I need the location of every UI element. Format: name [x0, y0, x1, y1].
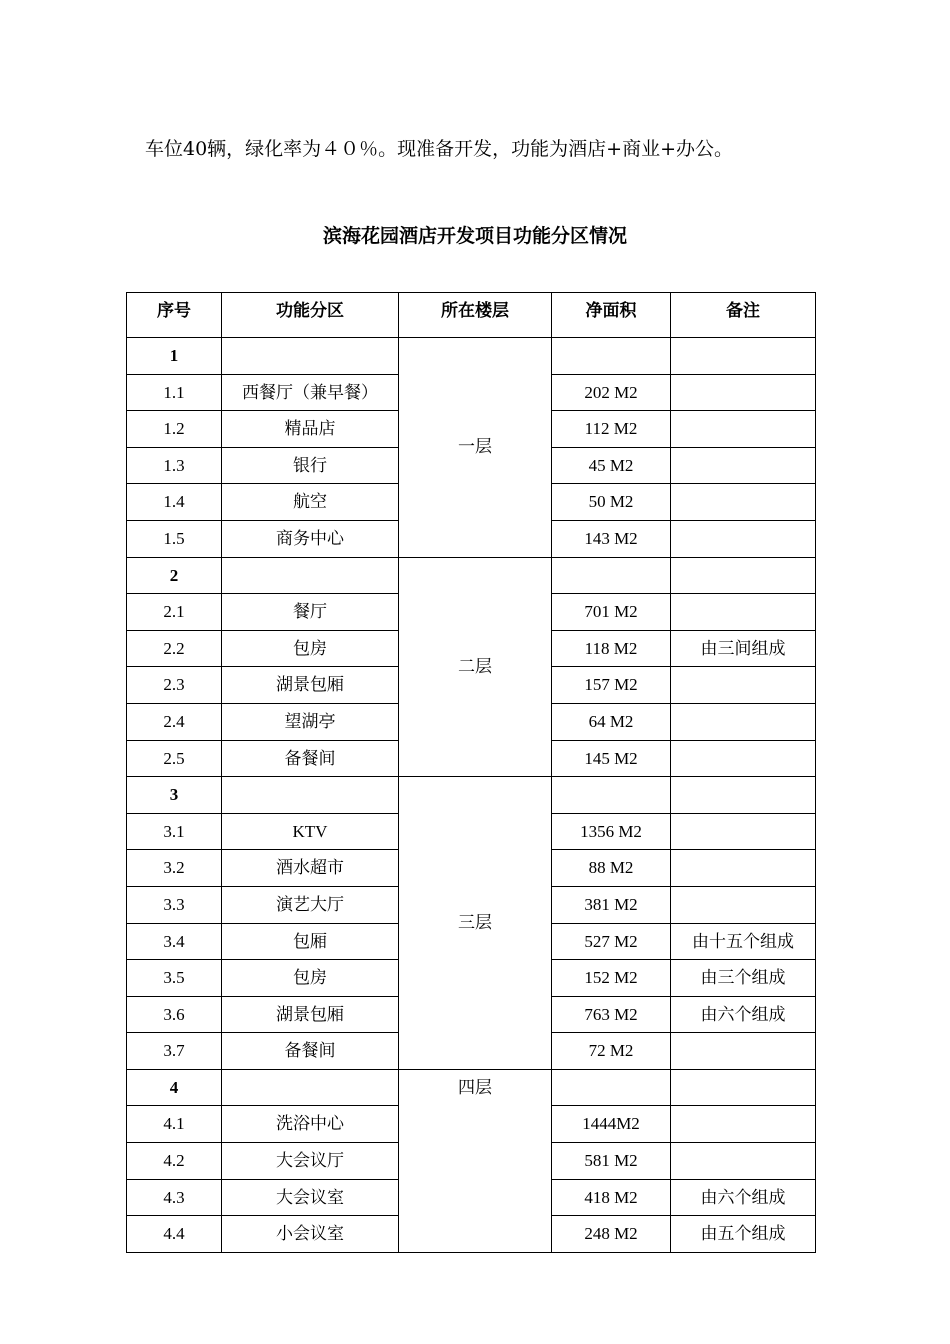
function-zone-table: [126, 292, 816, 1253]
note-cell: 由六个组成: [671, 1179, 816, 1216]
function-area-cell: 精品店: [222, 411, 399, 448]
function-area-cell: 商务中心: [222, 520, 399, 557]
row-number-cell: 3.2: [127, 850, 222, 887]
function-area-cell: 小会议室: [222, 1216, 399, 1253]
header-cell-area: 功能分区: [222, 293, 399, 338]
net-area-cell: 118 M2: [552, 630, 671, 667]
row-number-cell: 1.4: [127, 484, 222, 521]
net-area-cell: 1356 M2: [552, 813, 671, 850]
row-number-cell: 4.1: [127, 1106, 222, 1143]
section-note-cell: [671, 557, 816, 594]
function-area-cell: 包厢: [222, 923, 399, 960]
section-number-cell: 1: [127, 338, 222, 375]
section-row: [127, 338, 816, 375]
section-row: [127, 777, 816, 814]
function-area-cell: 银行: [222, 447, 399, 484]
net-area-cell: 88 M2: [552, 850, 671, 887]
net-area-cell: 143 M2: [552, 520, 671, 557]
function-area-cell: 湖景包厢: [222, 667, 399, 704]
row-number-cell: 2.5: [127, 740, 222, 777]
net-area-cell: 418 M2: [552, 1179, 671, 1216]
row-number-cell: 2.4: [127, 703, 222, 740]
note-cell: [671, 1143, 816, 1180]
floor-cell: 四层: [399, 1069, 552, 1252]
section-number-cell: 3: [127, 777, 222, 814]
function-area-cell: 西餐厅（兼早餐）: [222, 374, 399, 411]
function-area-cell: 包房: [222, 960, 399, 997]
function-area-cell: 备餐间: [222, 740, 399, 777]
note-cell: [671, 484, 816, 521]
net-area-cell: 72 M2: [552, 1033, 671, 1070]
note-cell: [671, 703, 816, 740]
section-number-cell: 4: [127, 1069, 222, 1106]
section-note-cell: [671, 1069, 816, 1106]
floor-cell: 一层: [399, 338, 552, 558]
floor-cell: 二层: [399, 557, 552, 777]
note-cell: [671, 447, 816, 484]
header-cell-note: 备注: [671, 293, 816, 338]
row-number-cell: 3.4: [127, 923, 222, 960]
note-cell: 由六个组成: [671, 996, 816, 1033]
note-cell: 由三间组成: [671, 630, 816, 667]
net-area-cell: 112 M2: [552, 411, 671, 448]
function-area-cell: 大会议厅: [222, 1143, 399, 1180]
section-size-cell: [552, 777, 671, 814]
net-area-cell: 763 M2: [552, 996, 671, 1033]
net-area-cell: 202 M2: [552, 374, 671, 411]
row-number-cell: 2.1: [127, 594, 222, 631]
header-cell-floor: 所在楼层: [399, 293, 552, 338]
net-area-cell: 157 M2: [552, 667, 671, 704]
note-cell: [671, 374, 816, 411]
note-cell: [671, 1106, 816, 1143]
net-area-cell: 581 M2: [552, 1143, 671, 1180]
header-cell-no: 序号: [127, 293, 222, 338]
net-area-cell: 145 M2: [552, 740, 671, 777]
note-cell: [671, 411, 816, 448]
row-number-cell: 3.6: [127, 996, 222, 1033]
floor-cell: 三层: [399, 777, 552, 1070]
net-area-cell: 45 M2: [552, 447, 671, 484]
function-area-cell: 酒水超市: [222, 850, 399, 887]
section-note-cell: [671, 777, 816, 814]
function-area-cell: 包房: [222, 630, 399, 667]
row-number-cell: 4.2: [127, 1143, 222, 1180]
function-area-cell: 航空: [222, 484, 399, 521]
row-number-cell: 1.1: [127, 374, 222, 411]
net-area-cell: 64 M2: [552, 703, 671, 740]
note-cell: [671, 886, 816, 923]
note-cell: 由三个组成: [671, 960, 816, 997]
section-size-cell: [552, 338, 671, 375]
row-number-cell: 1.3: [127, 447, 222, 484]
net-area-cell: 152 M2: [552, 960, 671, 997]
intro-paragraph: 车位40辆，绿化率为４０％。现准备开发，功能为酒店+商业+办公。: [145, 138, 734, 160]
row-number-cell: 2.3: [127, 667, 222, 704]
row-number-cell: 3.5: [127, 960, 222, 997]
section-area-cell: [222, 777, 399, 814]
row-number-cell: 2.2: [127, 630, 222, 667]
row-number-cell: 1.2: [127, 411, 222, 448]
row-number-cell: 4.3: [127, 1179, 222, 1216]
note-cell: 由十五个组成: [671, 923, 816, 960]
section-row: [127, 1069, 816, 1106]
note-cell: [671, 740, 816, 777]
section-area-cell: [222, 338, 399, 375]
section-note-cell: [671, 338, 816, 375]
section-number-cell: 2: [127, 557, 222, 594]
section-size-cell: [552, 1069, 671, 1106]
row-number-cell: 3.1: [127, 813, 222, 850]
table-title: 滨海花园酒店开发项目功能分区情况: [322, 225, 627, 247]
function-area-cell: 大会议室: [222, 1179, 399, 1216]
note-cell: [671, 667, 816, 704]
note-cell: [671, 520, 816, 557]
section-size-cell: [552, 557, 671, 594]
section-area-cell: [222, 1069, 399, 1106]
row-number-cell: 3.7: [127, 1033, 222, 1070]
function-area-cell: KTV: [222, 813, 399, 850]
function-area-cell: 演艺大厅: [222, 886, 399, 923]
net-area-cell: 527 M2: [552, 923, 671, 960]
section-row: [127, 557, 816, 594]
note-cell: [671, 594, 816, 631]
function-area-cell: 洗浴中心: [222, 1106, 399, 1143]
net-area-cell: 701 M2: [552, 594, 671, 631]
note-cell: 由五个组成: [671, 1216, 816, 1253]
table-header-row: [127, 293, 816, 338]
section-area-cell: [222, 557, 399, 594]
function-area-cell: 餐厅: [222, 594, 399, 631]
note-cell: [671, 1033, 816, 1070]
function-area-cell: 备餐间: [222, 1033, 399, 1070]
function-area-cell: 望湖亭: [222, 703, 399, 740]
net-area-cell: 381 M2: [552, 886, 671, 923]
header-cell-size: 净面积: [552, 293, 671, 338]
note-cell: [671, 850, 816, 887]
row-number-cell: 1.5: [127, 520, 222, 557]
note-cell: [671, 813, 816, 850]
net-area-cell: 50 M2: [552, 484, 671, 521]
row-number-cell: 4.4: [127, 1216, 222, 1253]
row-number-cell: 3.3: [127, 886, 222, 923]
net-area-cell: 1444M2: [552, 1106, 671, 1143]
net-area-cell: 248 M2: [552, 1216, 671, 1253]
function-area-cell: 湖景包厢: [222, 996, 399, 1033]
